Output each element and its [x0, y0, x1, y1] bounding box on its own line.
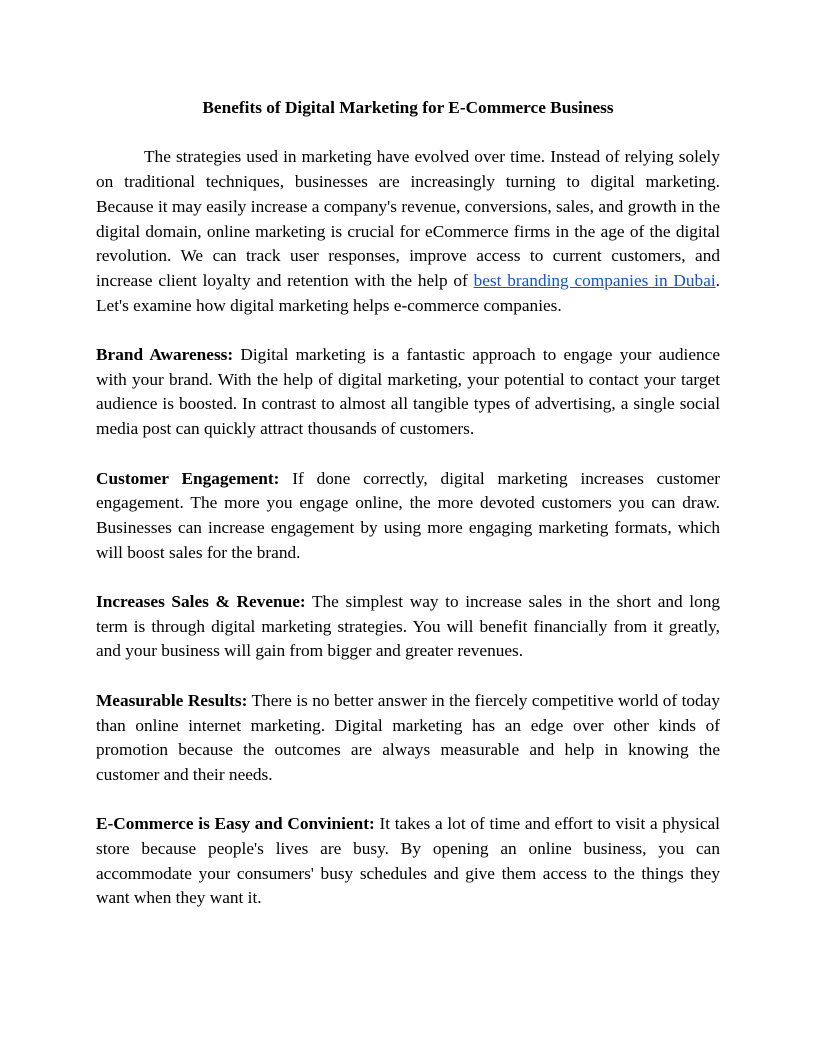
section-body: There is no better answer in the fiercely competitive world of today than online internet marketing. Digital marketing has an edge over other kinds of promotion because the outcomes are always measurable and help in knowing the customer and their needs.: [96, 690, 720, 784]
intro-paragraph: [96, 145, 720, 318]
section-ecommerce-easy: [96, 812, 720, 911]
section-heading: Measurable Results:: [96, 690, 248, 710]
section-brand-awareness: [96, 343, 720, 442]
section-heading: Customer Engagement:: [96, 468, 280, 488]
section-sales-revenue: [96, 590, 720, 664]
document-page: [96, 0, 720, 911]
section-customer-engagement: [96, 467, 720, 566]
section-body: If done correctly, digital marketing increases customer engagement. The more you engage online, the more devoted customers you can draw. Businesses can increase engagement by using more engaging marketing formats, which will boost sales for the brand.: [96, 468, 721, 562]
section-body: Digital marketing is a fantastic approach to engage your audience with your brand. With the help of digital marketing, your potential to contact your target audience is boosted. In contrast to almost all tangible types of advertising, a single social media post can quickly attract thousands of customers.: [96, 345, 720, 439]
section-heading: Brand Awareness:: [96, 345, 234, 364]
branding-companies-link[interactable]: best branding companies in Dubai: [473, 270, 716, 290]
intro-text-after-link: . Let's examine how digital marketing helps e-commerce companies.: [96, 270, 720, 315]
section-measurable-results: [96, 689, 720, 788]
section-heading: Increases Sales & Revenue:: [96, 592, 306, 611]
document-title: Benefits of Digital Marketing for E-Commerce Business: [202, 98, 614, 117]
section-body: The simplest way to increase sales in the short and long term is through digital marketing strategies. You will benefit financially from it greatly, and your business will gain from bigger and greater revenues.: [96, 592, 720, 661]
intro-text-before-link: The strategies used in marketing have evolved over time. Instead of relying solely on traditional techniques, businesses are increasingly turning to digital marketing. Because it may easily increase a company's revenue, conversions, sales, and growth in the digital domain, online marketing is crucial for eCommerce firms in the age of the digital revolution. We can track user responses, improve access to current customers, and increase client loyalty and retention with the help of: [96, 147, 720, 290]
section-heading: E-Commerce is Easy and Convinient:: [96, 814, 375, 834]
section-body: It takes a lot of time and effort to visit a physical store because people's lives are busy. By opening an online business, you can accommodate your consumers' busy schedules and give them access to the things they want when they want it.: [96, 814, 720, 908]
